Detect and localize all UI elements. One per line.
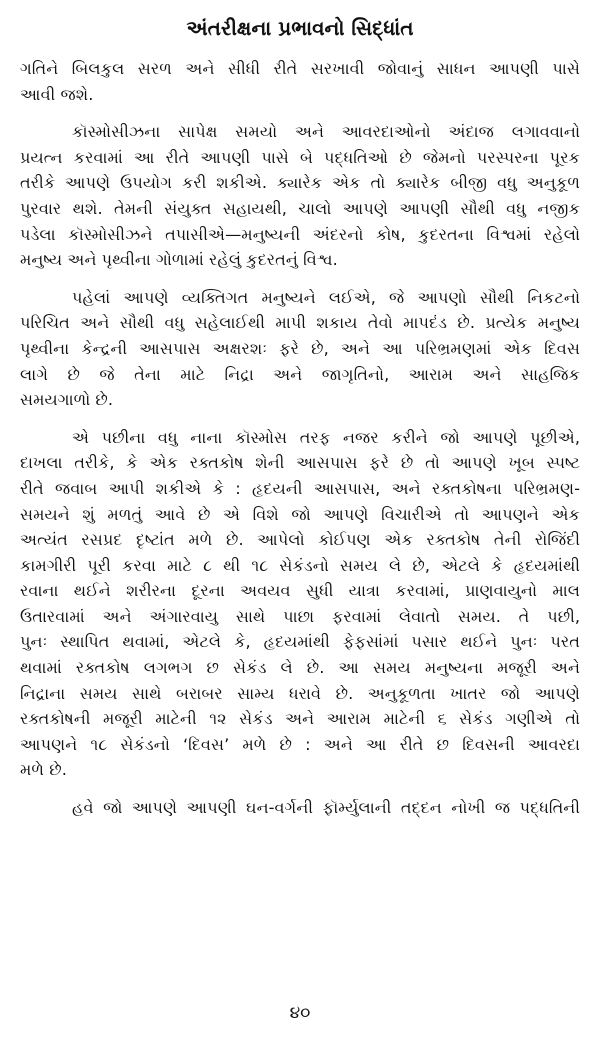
- text-line: પરિચિત અને સૌથી વધુ સહેલાઈથી માપી શકાય તેવો માપદંડ છે. પ્રત્યેક મનુષ્ય: [20, 313, 580, 333]
- text-line: હવે જો આપણે આપણી ઘન-વર્ગની ફૉર્મ્યુલાની તદ્દન નોખી જ પદ્ધતિની: [72, 798, 580, 818]
- text-line: રીતે જવાબ આપી શકીએ કે : હૃદયની આસપાસ, અને રક્તકોષના પરિભ્રમણ-: [20, 478, 580, 498]
- text-line: પુરવાર થશે. તેમની સંયુક્ત સહાયથી, ચાલો આપણે આપણી સૌથી વધુ નજીક: [20, 198, 580, 218]
- text-line: થવામાં રક્તકોષ લગભગ છ સેકંડ લે છે. આ સમય મનુષ્યના મજૂરી અને: [20, 658, 580, 678]
- text-line: રક્તકોષની મજૂરી માટેની ૧૨ સેકંડ અને આરામ માટેની ૬ સેકંડ ગણીએ તો: [20, 709, 580, 729]
- paragraph-1: [20, 56, 580, 107]
- text-line: રવાના થઈને શરીરના દૂરના અવયવ સુધી યાત્રા કરવામાં, પ્રાણવાયુનો માલ: [20, 581, 580, 601]
- page-number: ૪૦: [289, 1003, 311, 1023]
- text-line: તરીકે આપણે ઉપયોગ કરી શકીએ. ક્યારેક એક તો ક્યારેક બીજી વધુ અનુકૂળ: [20, 173, 580, 193]
- text-line: આપણને ૧૮ સેકંડનો ‘દિવસ’ મળે છે : અને આ રીતે છ દિવસની આવરદા: [20, 734, 580, 754]
- text-line: મનુષ્ય અને પૃથ્વીના ગોળામાં રહેલું કુદરતનું વિશ્વ.: [20, 250, 338, 270]
- paragraph-5: [20, 795, 580, 821]
- chapter-title: અંતરીક્ષના પ્રભાવનો સિદ્ધાંત: [186, 16, 414, 40]
- text-line: સમયગાળો છે.: [20, 390, 114, 410]
- text-line: ગતિને બિલકુલ સરળ અને સીધી રીતે સરખાવી જોવાનું સાધન આપણી પાસે: [20, 59, 580, 78]
- text-line: પુનઃ સ્થાપિત થવામાં, એટલે કે, હૃદયમાંથી ફેફસાંમાં પસાર થઈને પુનઃ પરત: [20, 632, 580, 652]
- text-line: આવી જશે.: [20, 84, 94, 104]
- text-line: પ્રયત્ન કરવામાં આ રીતે આપણી પાસે બે પદ્ધતિઓ છે જેમનો પરસ્પરના પૂરક: [20, 147, 580, 167]
- text-line: કૉસ્મોસીઝના સાપેક્ષ સમયો અને આવરદાઓનો અંદાજ લગાવવાનો: [72, 122, 580, 142]
- text-line: એ પછીના વધુ નાના કૉસ્મોસ તરફ નજર કરીને જો આપણે પૂછીએ,: [72, 427, 580, 447]
- paragraph-4: [20, 425, 580, 783]
- text-line: પડેલા કૉસ્મોસીઝને તપાસીએ—મનુષ્યની અંદરનો કોષ, કુદરતના વિશ્વમાં રહેલો: [20, 224, 580, 244]
- text-line: ઉતારવામાં અને અંગારવાયુ સાથે પાછા ફરવામાં લેવાતો સમય. તે પછી,: [20, 606, 580, 626]
- text-line: મળે છે.: [20, 760, 67, 780]
- text-line: કામગીરી પૂરી કરવા માટે ૮ થી ૧૮ સેકંડનો સમય લે છે, એટલે કે હૃદયમાંથી: [20, 555, 580, 575]
- text-line: નિદ્રાના સમય સાથે બરાબર સામ્ય ધરાવે છે. અનુકૂળતા ખાતર જો આપણે: [20, 683, 580, 703]
- paragraph-2: [20, 119, 580, 273]
- text-line: પહેલાં આપણે વ્યક્તિગત મનુષ્યને લઈએ, જે આપણો સૌથી નિકટનો: [72, 287, 580, 307]
- text-line: પૃથ્વીના કેન્દ્રની આસપાસ અક્ષરશઃ ફરે છે, અને આ પરિભ્રમણમાં એક દિવસ: [20, 338, 580, 358]
- text-line: લાગે છે જે તેના માટે નિદ્રા અને જાગૃતિનો, આરામ અને સાહજિક: [20, 364, 580, 384]
- text-line: અત્યંત રસપ્રદ દૃષ્ટાંત મળે છે. આપેલો કોઈપણ એક રક્તકોષ તેની રોજિંદી: [20, 530, 580, 550]
- text-line: દાખલા તરીકે, કે એક રક્તકોષ શેની આસપાસ ફરે છે તો આપણે ખૂબ સ્પષ્ટ: [20, 453, 580, 473]
- text-line: સમયને શું મળતું આવે છે એ વિશે જો આપણે વિચારીએ તો આપણને એક: [20, 504, 580, 524]
- paragraph-3: [20, 285, 580, 413]
